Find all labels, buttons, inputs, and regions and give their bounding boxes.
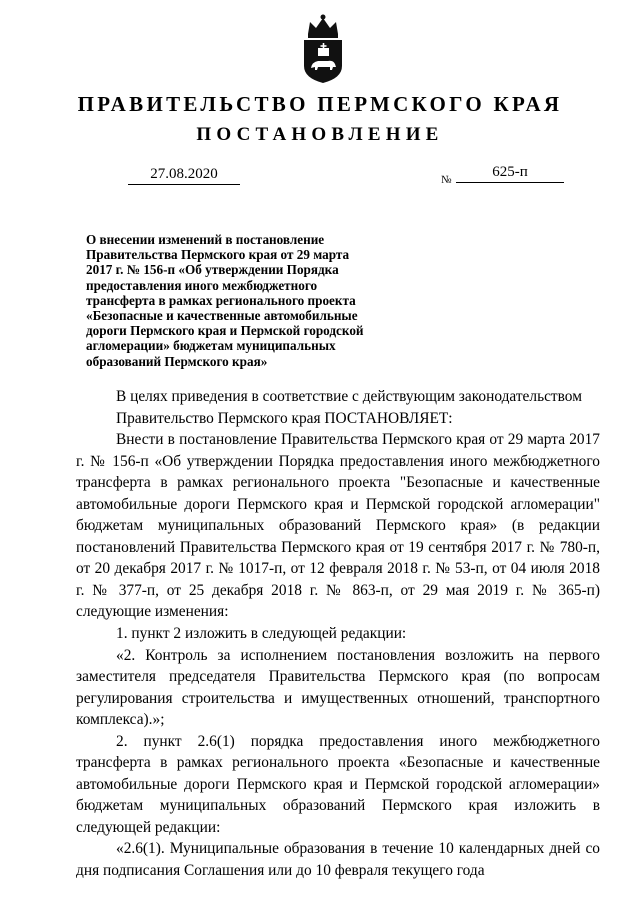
subject-line: Правительства Пермского края от 29 марта <box>86 247 350 263</box>
preamble-paragraph: В целях приведения в соответствие с действующим законодательством <box>116 388 582 405</box>
subject-line: образований Пермского края» <box>86 353 268 369</box>
subject-line: О внесении изменений в постановление <box>86 232 325 247</box>
subject-line: 2017 г. № 156-п «Об утверждении Порядка <box>86 262 339 278</box>
subject-line: агломерации» бюджетам муниципальных <box>86 338 336 354</box>
perm-krai-coat-of-arms-icon <box>298 12 348 84</box>
subject-line: «Безопасные и качественные автомобильные <box>86 308 358 324</box>
subject-line: трансферта в рамках регионального проекта <box>86 292 356 308</box>
item-2-paragraph: 2. пункт 2.6(1) порядка предоставления иного межбюджетного трансферта в рамках регионального проекта «Безопасные и качественные автомобильные дороги Пермского края и Пермской городской агломерации» бюджетам муниципальных образований Пермского края изложить в следующей редакции: <box>76 732 600 836</box>
document-subject <box>86 232 416 369</box>
document-type-title: ПОСТАНОВЛЕНИЕ <box>196 124 444 145</box>
subject-line: предоставления иного межбюджетного <box>86 277 318 293</box>
number-label: № <box>441 174 452 186</box>
item-1-paragraph: 1. пункт 2 изложить в следующей редакции: <box>116 625 407 643</box>
document-body <box>76 386 600 882</box>
document-number: 625-п <box>456 164 564 183</box>
item-2-text-paragraph: «2.6(1). Муниципальные образования в течение 10 календарных дней со дня подписания Соглашения или до 10 февраля текущего года <box>76 840 600 880</box>
government-title: ПРАВИТЕЛЬСТВО ПЕРМСКОГО КРАЯ <box>77 92 563 116</box>
subject-line: дороги Пермского края и Пермской городской <box>86 323 364 339</box>
main-paragraph: Внести в постановление Правительства Пермского края от 29 марта 2017 г. № 156-п «Об утверждении Порядка предоставления иного межбюджетного трансферта в рамках регионального проекта "Безопасные и качественные автомобильные дороги Пермского края и Пермской городской агломерации" бюджетам муниципальных образований Пермского края» (в редакции постановлений Правительства Пермского края от 19 сентября 2017 г. № 780-п, от 20 декабря 2017 г. № 1017-п, от 12 февраля 2018 г. № 53-п, от 04 июля 2018 г. № 377-п, от 25 декабря 2018 г. № 863-п, от 29 мая 2019 г. № 365-п) следующие изменения: <box>76 431 600 621</box>
resolution-paragraph: Правительство Пермского края ПОСТАНОВЛЯЕТ: <box>116 409 453 427</box>
document-date: 27.08.2020 <box>128 166 240 185</box>
item-1-text-paragraph: «2. Контроль за исполнением постановления возложить на первого заместителя председателя Правительства Пермского края (по вопросам регулирования строительства и имущественных отношений, транспортного комплекса).»; <box>76 646 600 729</box>
